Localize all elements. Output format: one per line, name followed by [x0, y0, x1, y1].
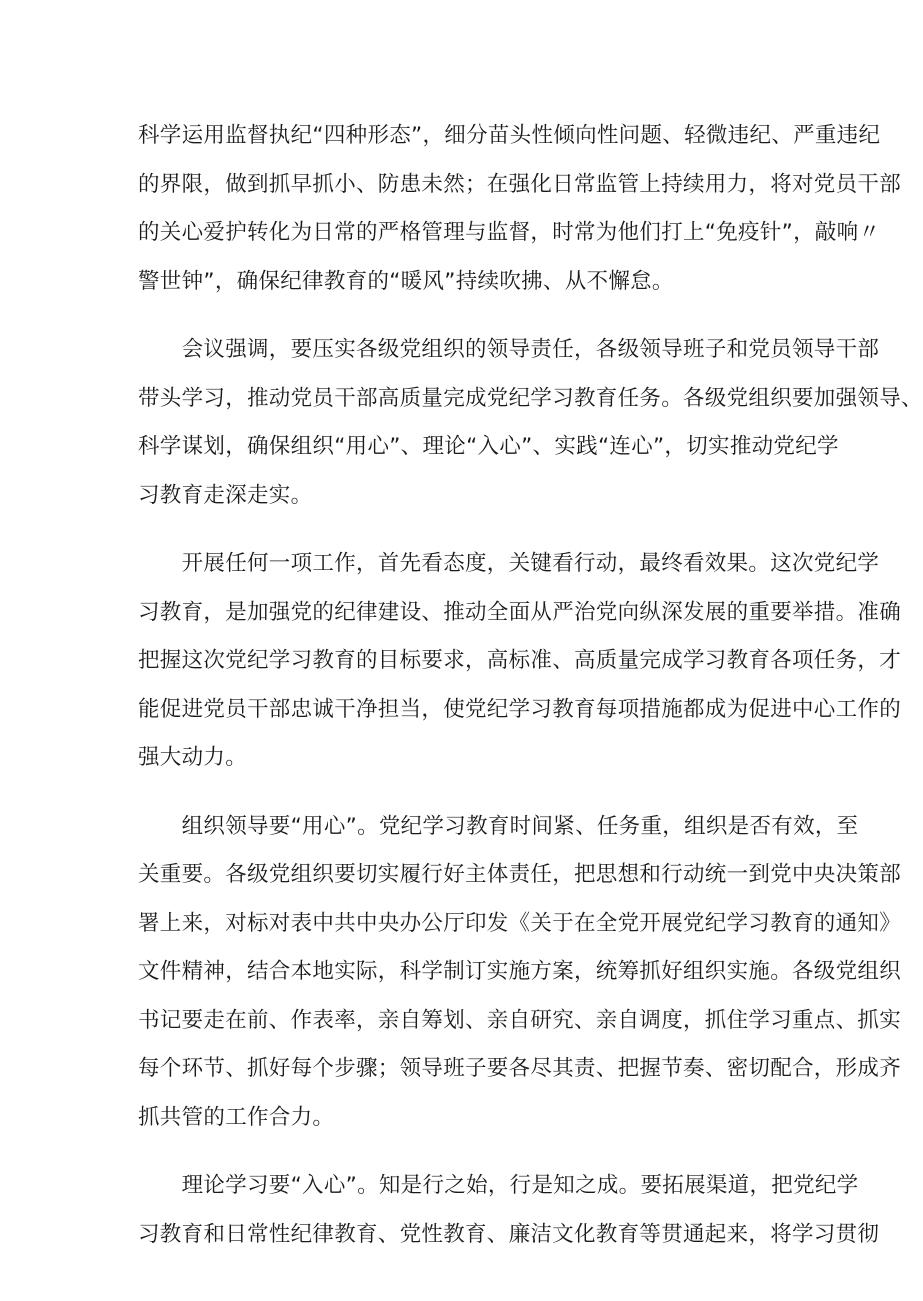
- paragraph-1: [138, 112, 902, 306]
- text-line: 署上来，对标对表中共中央办公厅印发《关于在全党开展党纪学习教育的通知》: [138, 910, 902, 936]
- text-line: 科学谋划，确保组织“用心”、理论“入心”、实践“连心”，切实推动党纪学: [138, 434, 839, 459]
- document-body: [138, 112, 923, 1259]
- text-line: 关重要。各级党组织要切实履行好主体责任，把思想和行动统一到党中央决策部: [138, 862, 902, 887]
- text-line: 组织领导要“用心”。党纪学习教育时间紧、任务重，组织是否有效，至: [138, 813, 859, 839]
- text-line: 文件精神，结合本地实际，科学制订实施方案，统筹抓好组织实施。各级党组织: [138, 959, 902, 984]
- text-line: 习教育和日常性纪律教育、党性教育、廉洁文化教育等贯通起来，将学习贯彻: [138, 1221, 880, 1247]
- text-line: 的关心爱护转化为日常的严格管理与监督，时常为他们打上“免疫针”，敲响〃: [138, 220, 881, 245]
- paragraph-5: [138, 1162, 880, 1259]
- text-line: 能促进党员干部忠诚干净担当，使党纪学习教育每项措施都成为促进中心工作的: [138, 696, 902, 722]
- text-line: 会议强调，要压实各级党组织的领导责任，各级领导班子和党员领导干部: [138, 337, 880, 362]
- text-line: 警世钟”，确保纪律教育的“暖风”持续吹拂、从不懈怠。: [138, 268, 674, 294]
- text-line: 带头学习，推动党员干部高质量完成党纪学习教育任务。各级党组织要加强领导、: [138, 385, 923, 411]
- text-line: 开展任何一项工作，首先看态度，关键看行动，最终看效果。这次党纪学: [138, 551, 880, 576]
- text-line: 的界限，做到抓早抓小、防患未然；在强化日常监管上持续用力，将对党员干部: [138, 171, 902, 197]
- text-line: 习教育，是加强党的纪律建设、推动全面从严治党向纵深发展的重要举措。准确: [138, 599, 902, 625]
- text-line: 抓共管的工作合力。: [138, 1104, 335, 1130]
- paragraph-2: [138, 326, 923, 520]
- paragraph-3: [138, 540, 902, 783]
- paragraph-4: [138, 803, 902, 1143]
- text-line: 科学运用监督执纪“四种形态”，细分苗头性倾向性问题、轻微违纪、严重违纪: [138, 123, 881, 148]
- text-line: 理论学习要“入心”。知是行之始，行是知之成。要拓展渠道，把党纪学: [138, 1173, 859, 1198]
- text-line: 强大动力。: [138, 745, 248, 770]
- text-line: 习教育走深走实。: [138, 482, 313, 508]
- text-line: 每个环节、抓好每个步骤；领导班子要各尽其责、把握节奏、密切配合，形成齐: [138, 1056, 902, 1081]
- text-line: 书记要走在前、作表率，亲自筹划、亲自研究、亲自调度，抓住学习重点、抓实: [138, 1007, 902, 1033]
- text-line: 把握这次党纪学习教育的目标要求，高标准、高质量完成学习教育各项任务，才: [138, 648, 902, 673]
